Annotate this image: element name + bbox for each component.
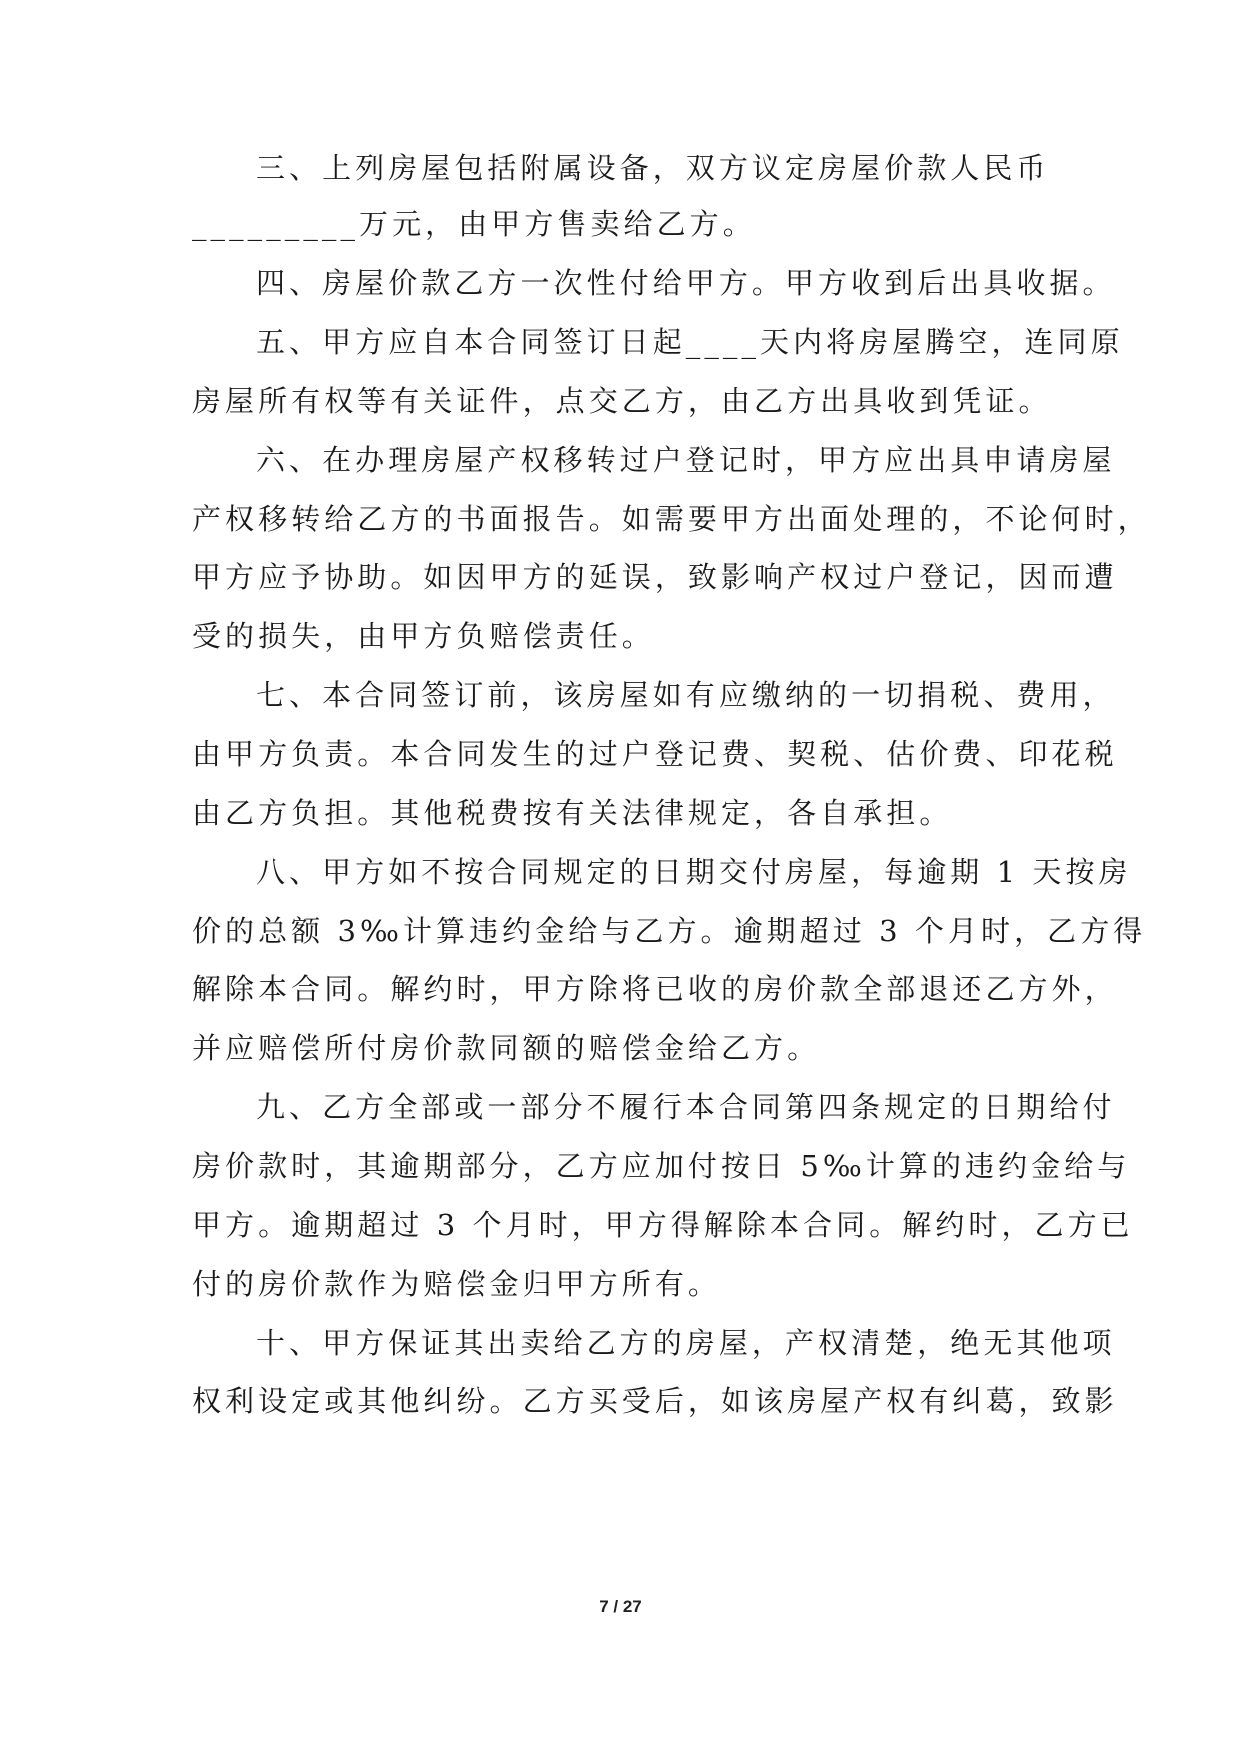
text-line: 价的总额 3‰计算违约金给与乙方。逾期超过 3 个月时，乙方得: [192, 914, 1147, 948]
page-number: 7 / 27: [599, 1597, 642, 1616]
text-line: _________万元，由甲方售卖给乙方。: [192, 207, 756, 241]
text-line: 由乙方负担。其他税费按有关法律规定，各自承担。: [192, 796, 953, 830]
text-line: 三、上列房屋包括附属设备，双方议定房屋价款人民币: [256, 151, 1050, 185]
text-line: 十、甲方保证其出卖给乙方的房屋，产权清楚，绝无其他项: [256, 1326, 1116, 1360]
text-line: 甲方应予协助。如因甲方的延误，致影响产权过户登记，因而遭: [192, 560, 1118, 594]
text-line: 受的损失，由甲方负赔偿责任。: [192, 619, 655, 653]
text-line: 解除本合同。解约时，甲方除将已收的房价款全部退还乙方外，: [192, 972, 1118, 1006]
text-line: 付的房价款作为赔偿金归甲方所有。: [192, 1267, 721, 1301]
text-line: 产权移转给乙方的书面报告。如需要甲方出面处理的，不论何时，: [192, 502, 1151, 536]
text-line: 八、甲方如不按合同规定的日期交付房屋，每逾期 1 天按房: [256, 855, 1132, 889]
text-line: 由甲方负责。本合同发生的过户登记费、契税、估价费、印花税: [192, 737, 1118, 771]
text-line: 六、在办理房屋产权移转过户登记时，甲方应出具申请房屋: [256, 443, 1116, 477]
text-line: 甲方。逾期超过 3 个月时，甲方得解除本合同。解约时，乙方已: [192, 1208, 1134, 1242]
text-line: 房屋所有权等有关证件，点交乙方，由乙方出具收到凭证。: [192, 384, 1052, 418]
text-line: 九、乙方全部或一部分不履行本合同第四条规定的日期给付: [256, 1090, 1116, 1124]
text-line: 权利设定或其他纠纷。乙方买受后，如该房屋产权有纠葛，致影: [192, 1384, 1118, 1418]
text-line: 七、本合同签订前，该房屋如有应缴纳的一切捐税、费用，: [256, 678, 1116, 712]
text-line: 并应赔偿所付房价款同额的赔偿金给乙方。: [192, 1031, 821, 1065]
text-line: 五、甲方应自本合同签订日起____天内将房屋腾空，连同原: [256, 325, 1124, 359]
text-line: 四、房屋价款乙方一次性付给甲方。甲方收到后出具收据。: [256, 266, 1116, 300]
text-line: 房价款时，其逾期部分，乙方应加付按日 5‰计算的违约金给与: [192, 1149, 1131, 1183]
